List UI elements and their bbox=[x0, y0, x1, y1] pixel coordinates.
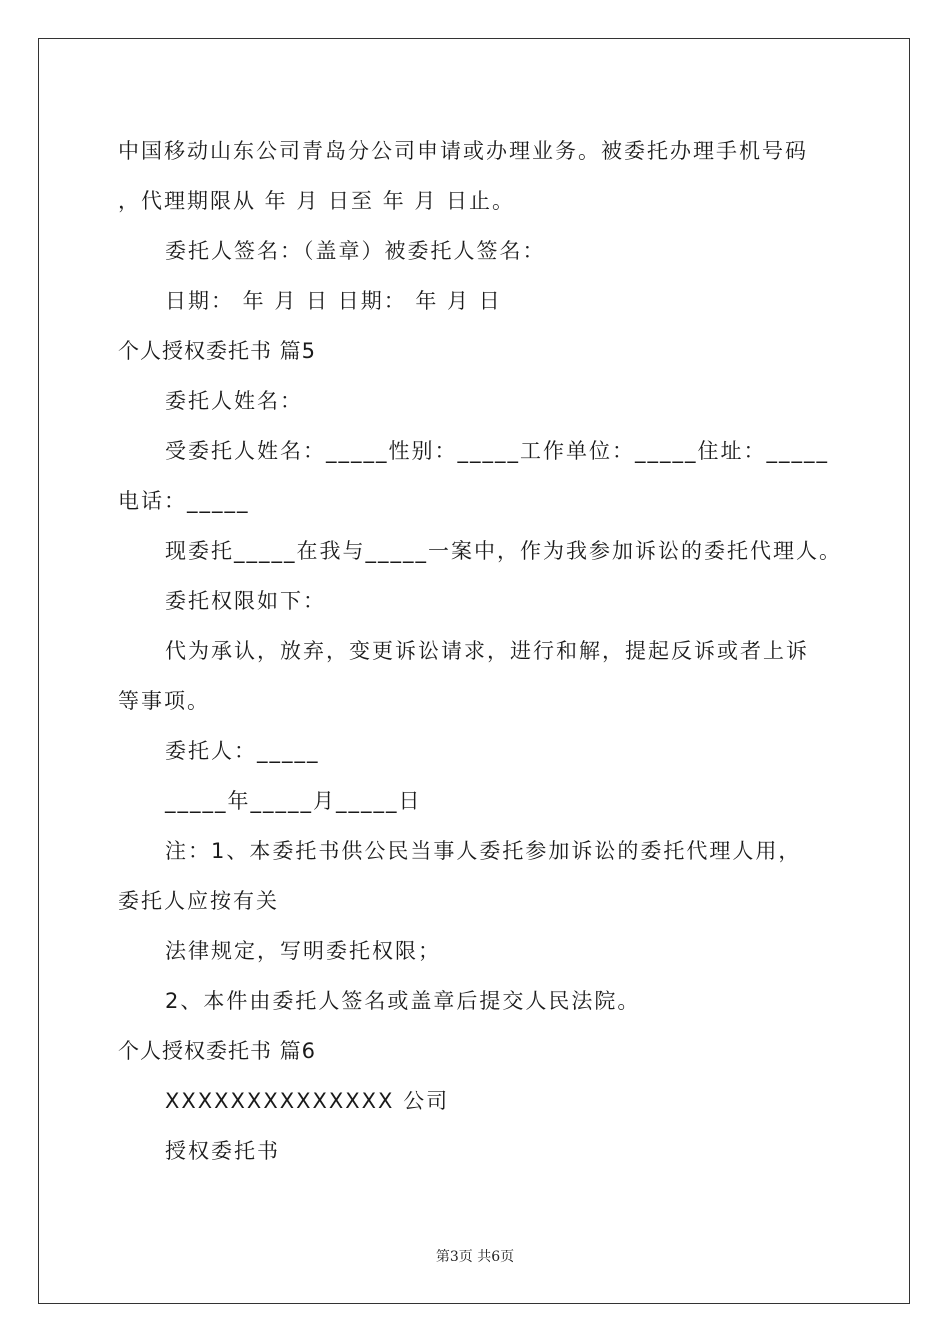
text-line: 中国移动山东公司青岛分公司申请或办理业务。被委托办理手机号码 bbox=[118, 139, 808, 163]
text-line: 代为承认，放弃，变更诉讼请求，进行和解，提起反诉或者上诉 bbox=[165, 639, 809, 663]
text-line: 委托人应按有关 bbox=[118, 889, 279, 913]
text-line: 委托人姓名： bbox=[165, 389, 303, 413]
text-line: XXXXXXXXXXXXXX 公司 bbox=[165, 1089, 450, 1113]
text-line: 日期： 年 月 日 日期： 年 月 日 bbox=[165, 289, 502, 313]
text-line: 等事项。 bbox=[118, 689, 210, 713]
text-line: ，代理期限从 年 月 日至 年 月 日止。 bbox=[118, 189, 516, 213]
text-line: 委托权限如下： bbox=[165, 589, 326, 613]
text-line: 委托人：_____ bbox=[165, 739, 320, 763]
text-line: _____年_____月_____日 bbox=[165, 789, 422, 813]
text-line: 法律规定，写明委托权限； bbox=[165, 939, 441, 963]
text-line: 受委托人姓名：_____性别：_____工作单位：_____住址：_____ bbox=[165, 439, 829, 463]
text-line: 注：1、本委托书供公民当事人委托参加诉讼的委托代理人用， bbox=[165, 839, 802, 863]
text-line: 授权委托书 bbox=[165, 1139, 280, 1163]
page-footer: 第3页 共6页 bbox=[435, 1249, 515, 1265]
text-line: 2、本件由委托人签名或盖章后提交人民法院。 bbox=[165, 989, 641, 1013]
text-line: 委托人签名：（盖章）被委托人签名： bbox=[165, 239, 546, 263]
section-heading: 个人授权委托书 篇5 bbox=[118, 339, 317, 363]
document-body bbox=[118, 126, 842, 1176]
text-line: 电话：_____ bbox=[118, 489, 250, 513]
text-line: 现委托_____在我与_____一案中，作为我参加诉讼的委托代理人。 bbox=[165, 539, 842, 563]
section-heading: 个人授权委托书 篇6 bbox=[118, 1039, 317, 1063]
